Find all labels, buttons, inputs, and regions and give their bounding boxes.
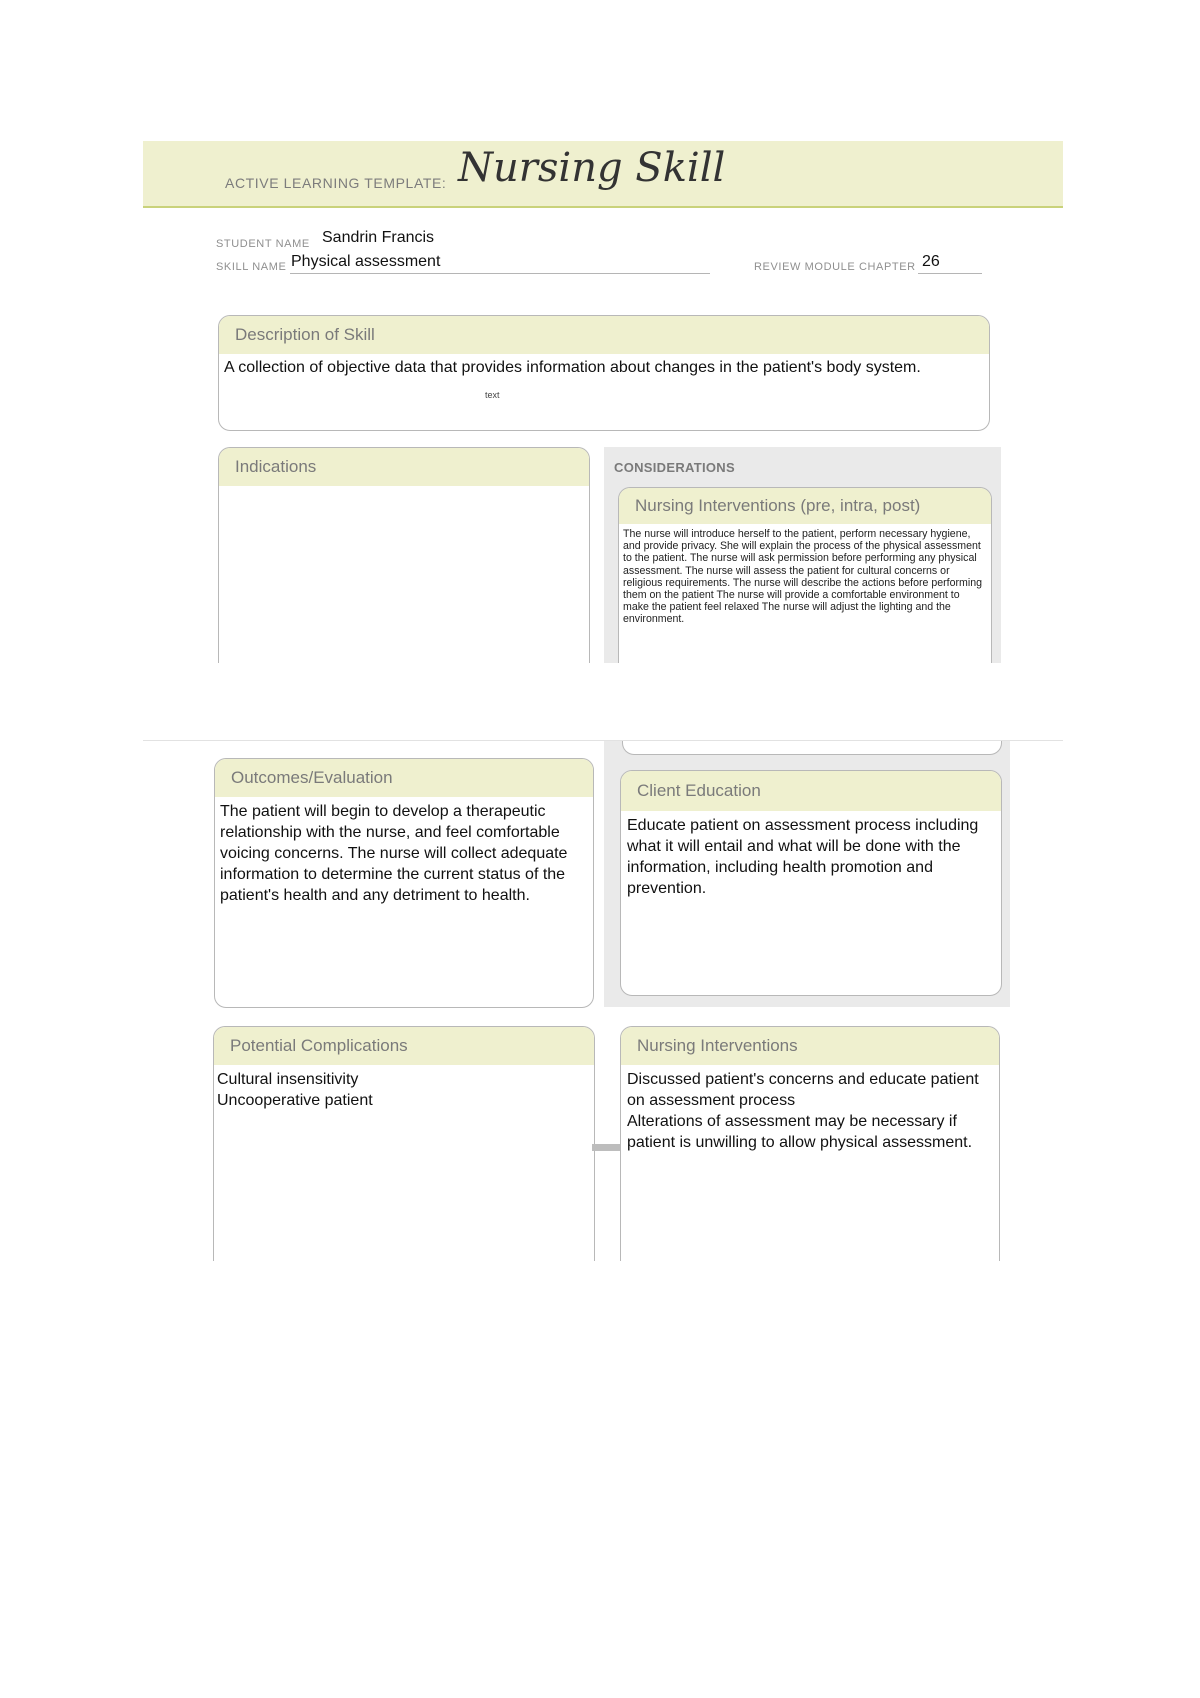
chapter-field[interactable]: 26	[922, 253, 940, 270]
page-break	[0, 663, 1200, 741]
skill-name-underline	[290, 273, 710, 274]
student-name-label: STUDENT NAME	[216, 238, 310, 250]
outcomes-heading: Outcomes/Evaluation	[215, 759, 593, 797]
description-heading: Description of Skill	[219, 316, 989, 354]
nursing-interventions-card	[620, 1026, 1000, 1261]
indications-text[interactable]	[219, 486, 589, 490]
nursing-interventions-heading: Nursing Interventions	[621, 1027, 999, 1065]
skill-name-label: SKILL NAME	[216, 261, 287, 273]
outcomes-text[interactable]: The patient will begin to develop a therapeutic relationship with the nurse, and feel comfortable voicing concerns. The nurse will collect adequate information to determine the current status of the patient's health and any detriment to health.	[220, 803, 568, 904]
outcomes-card	[214, 758, 594, 1008]
client-education-card	[620, 770, 1002, 996]
nursing-interventions-prepost-text[interactable]: The nurse will introduce herself to the patient, perform necessary hygiene, and provide privacy. She will explain the process of the physical assessment to the patient. The nurse will ask permission before performing any physical assessment. The nurse will assess the patient for cultural concerns or religious requirements. The nurse will describe the actions before performing them on the patient The nurse will provide a comfortable environment to make the patient feel relaxed The nurse will adjust the lighting and the environment.	[623, 528, 982, 626]
skill-name-field[interactable]: Physical assessment	[291, 253, 441, 270]
connector-bar	[592, 1144, 620, 1151]
nursing-intervention-item: Alterations of assessment may be necessary if patient is unwilling to allow physical assessment.	[627, 1113, 973, 1151]
client-education-text[interactable]: Educate patient on assessment process including what it will entail and what will be done with the information, including health promotion and prevention.	[627, 817, 979, 897]
nursing-interventions-prepost-card	[618, 487, 992, 663]
template-label: ACTIVE LEARNING TEMPLATE:	[225, 175, 447, 191]
indications-heading: Indications	[219, 448, 589, 486]
considerations-panel-continued	[604, 741, 1010, 1007]
nursing-interventions-prepost-heading: Nursing Interventions (pre, intra, post)	[619, 488, 991, 524]
nursing-interventions-prepost-card-end	[622, 741, 1002, 755]
description-card	[218, 315, 990, 431]
complications-heading: Potential Complications	[214, 1027, 594, 1065]
complication-item: Uncooperative patient	[217, 1092, 373, 1109]
complication-item: Cultural insensitivity	[217, 1071, 359, 1088]
complications-list[interactable]	[214, 1065, 594, 1111]
page-title: Nursing Skill	[458, 145, 726, 191]
chapter-underline	[918, 273, 982, 274]
client-education-heading: Client Education	[621, 771, 1001, 811]
complications-card	[213, 1026, 595, 1261]
nursing-interventions-list[interactable]	[621, 1065, 999, 1153]
nursing-intervention-item: Discussed patient's concerns and educate patient on assessment process	[627, 1071, 979, 1109]
indications-card	[218, 447, 590, 663]
student-name-field[interactable]: Sandrin Francis	[322, 229, 435, 246]
description-text[interactable]: A collection of objective data that provides information about changes in the patient's body system.	[224, 359, 921, 376]
considerations-label: CONSIDERATIONS	[614, 460, 735, 475]
chapter-label: REVIEW MODULE CHAPTER	[754, 261, 916, 273]
template-header	[143, 141, 1063, 208]
stray-text-marker: text	[485, 390, 500, 400]
considerations-panel	[604, 447, 1001, 663]
